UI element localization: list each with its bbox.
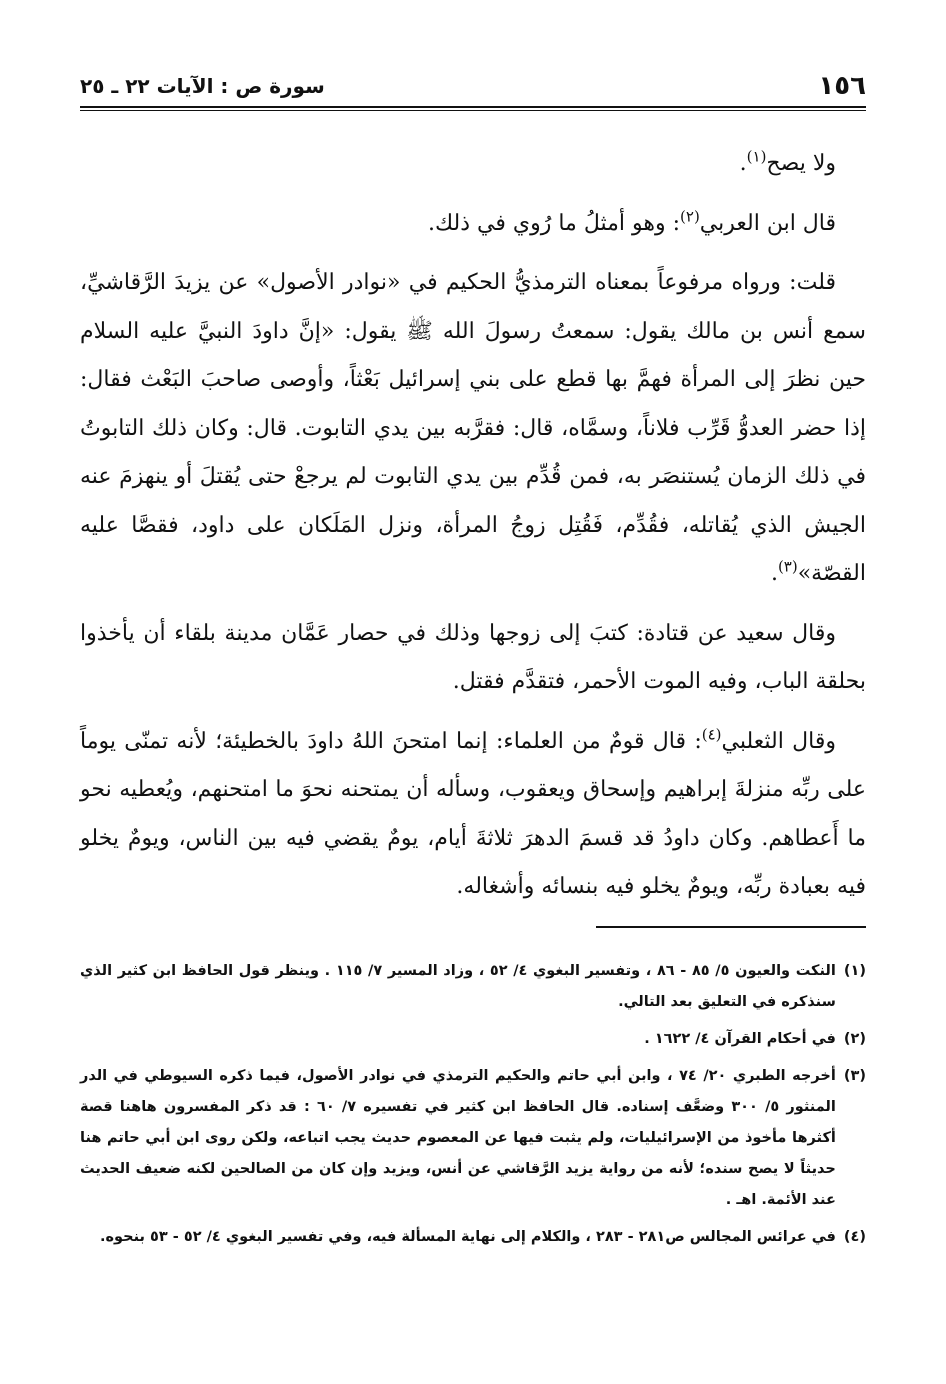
paragraph-2: [80, 200, 866, 249]
page-number: ١٥٦: [818, 71, 866, 101]
footnote-ref: (١): [746, 147, 767, 166]
footnote-1: [80, 956, 866, 1018]
footnote-text: النكت والعيون ٥/ ٨٥ - ٨٦ ، وتفسير البغوي ٤/ ٥٢ ، وزاد المسير ٧/ ١١٥ . وينظر قول الحافظ ابن كثير الذي سنذكره في التعليق بعد التالي.: [80, 963, 836, 1010]
footnote-text: أخرجه الطبري ٢٠/ ٧٤ ، وابن أبي حاتم والحكيم الترمذي في نوادر الأصول، فيما ذكره السيوطي في الدر المنثور ٥/ ٣٠٠ وضعَّف إسناده. قال الحافظ ابن كثير في تفسيره ٧/ ٦٠ : قد ذكر المفسرون هاهنا قصة أكثرها مأخوذ من الإسرائيليات، ولم يثبت فيها عن المعصوم حديث يجب اتباعه، ولكن روى ابن أبي حاتم هنا حديثاً لا يصح سنده؛ لأنه من رواية يزيد الرَّقاشي عن أنس، ويزيد وإن كان من الصالحين لكنه ضعيف الحديث عند الأئمة. اهـ .: [80, 1068, 836, 1208]
paragraph-text: وقال الثعلبي: [721, 728, 836, 754]
paragraph-3: [80, 259, 866, 599]
footnote-3: [80, 1061, 866, 1216]
paragraph-text: قلت: ورواه مرفوعاً بمعناه الترمذيُّ الحكيم في «نوادر الأصول» عن يزيدَ الرَّقاشيِّ، سمع أنس بن مالك يقول: سمعتُ رسولَ الله ﷺ يقول: «إنَّ داودَ النبيَّ عليه السلام حين نظرَ إلى المرأة فهمَّ بها قطع على بني إسرائيل بَعْثاً، وأوصى صاحبَ البَعْث فقال: إذا حضر العدوُّ قَرِّب فلاناً، وسمَّاه، قال: فقرَّبه بين يدي التابوت. قال: وكان ذلك التابوتُ في ذلك الزمان يُستنصَر به، فمن قُدِّم بين يدي التابوت لم يرجعْ حتى يُقتلَ أو ينهزمَ عنه الجيش الذي يُقاتله، فقُدِّم، فَقُتِل زوجُ المرأة، ونزل المَلَكان على داود، فقصَّا عليه القصّة»: [80, 270, 866, 586]
paragraph-text: : وهو أمثلُ ما رُوي في ذلك.: [428, 210, 681, 236]
paragraph-5: [80, 718, 866, 912]
footnote-4: [80, 1222, 866, 1253]
footnotes: [80, 956, 866, 1259]
footnote-number: (٤): [843, 1229, 866, 1245]
footnote-text: في أحكام القرآن ٤/ ١٦٢٢ .: [644, 1031, 836, 1047]
paragraph-text: ولا يصح: [766, 151, 836, 176]
footnote-ref: (٢): [680, 207, 700, 226]
header-rule: [80, 106, 866, 111]
running-title: سورة ص : الآيات ٢٢ ـ ٢٥: [80, 74, 325, 98]
paragraph-text: : قال قومٌ من العلماء: إنما امتحنَ اللهُ داودَ بالخطيئة؛ لأنه تمنّى يوماً على ربِّه منزلةَ إبراهيم وإسحاق ويعقوب، وسأله أن يمتحنه نحوَ ما امتحنهم، ويُعطيه نحو ما أَعطاهم. وكان داودُ قد قسمَ الدهرَ ثلاثةَ أيام، يومٌ يقضي فيه بين الناس، ويومٌ يخلو فيه بعبادة ربِّه، ويومٌ يخلو فيه بنسائه وأشغاله.: [80, 728, 866, 899]
footnote-number: (١): [843, 963, 866, 979]
footnote-text: في عرائس المجالس ص٢٨١ - ٢٨٣ ، والكلام إلى نهاية المسألة فيه، وفي تفسير البغوي ٤/ ٥٢ - ٥٣ بنحوه.: [99, 1229, 836, 1245]
paragraph-text: قال ابن العربي: [699, 210, 836, 236]
paragraph-4: [80, 610, 866, 707]
footnote-number: (٢): [843, 1031, 866, 1047]
page-header: [80, 70, 866, 102]
footnote-2: [80, 1024, 866, 1055]
footnote-number: (٣): [843, 1068, 866, 1084]
paragraph-1: [80, 140, 866, 189]
paragraph-end: .: [739, 151, 747, 176]
footnote-separator: [596, 926, 866, 928]
footnote-ref: (٣): [777, 557, 798, 576]
main-text: [80, 140, 866, 923]
footnote-ref: (٤): [701, 725, 722, 744]
paragraph-end: .: [770, 561, 778, 586]
paragraph-text: وقال سعيد عن قتادة: كتبَ إلى زوجها وذلك في حصار عَمَّان مدينة بلقاء أن يأخذوا بحلقة الباب، وفيه الموت الأحمر، فتقدَّم فقتل.: [80, 620, 866, 694]
